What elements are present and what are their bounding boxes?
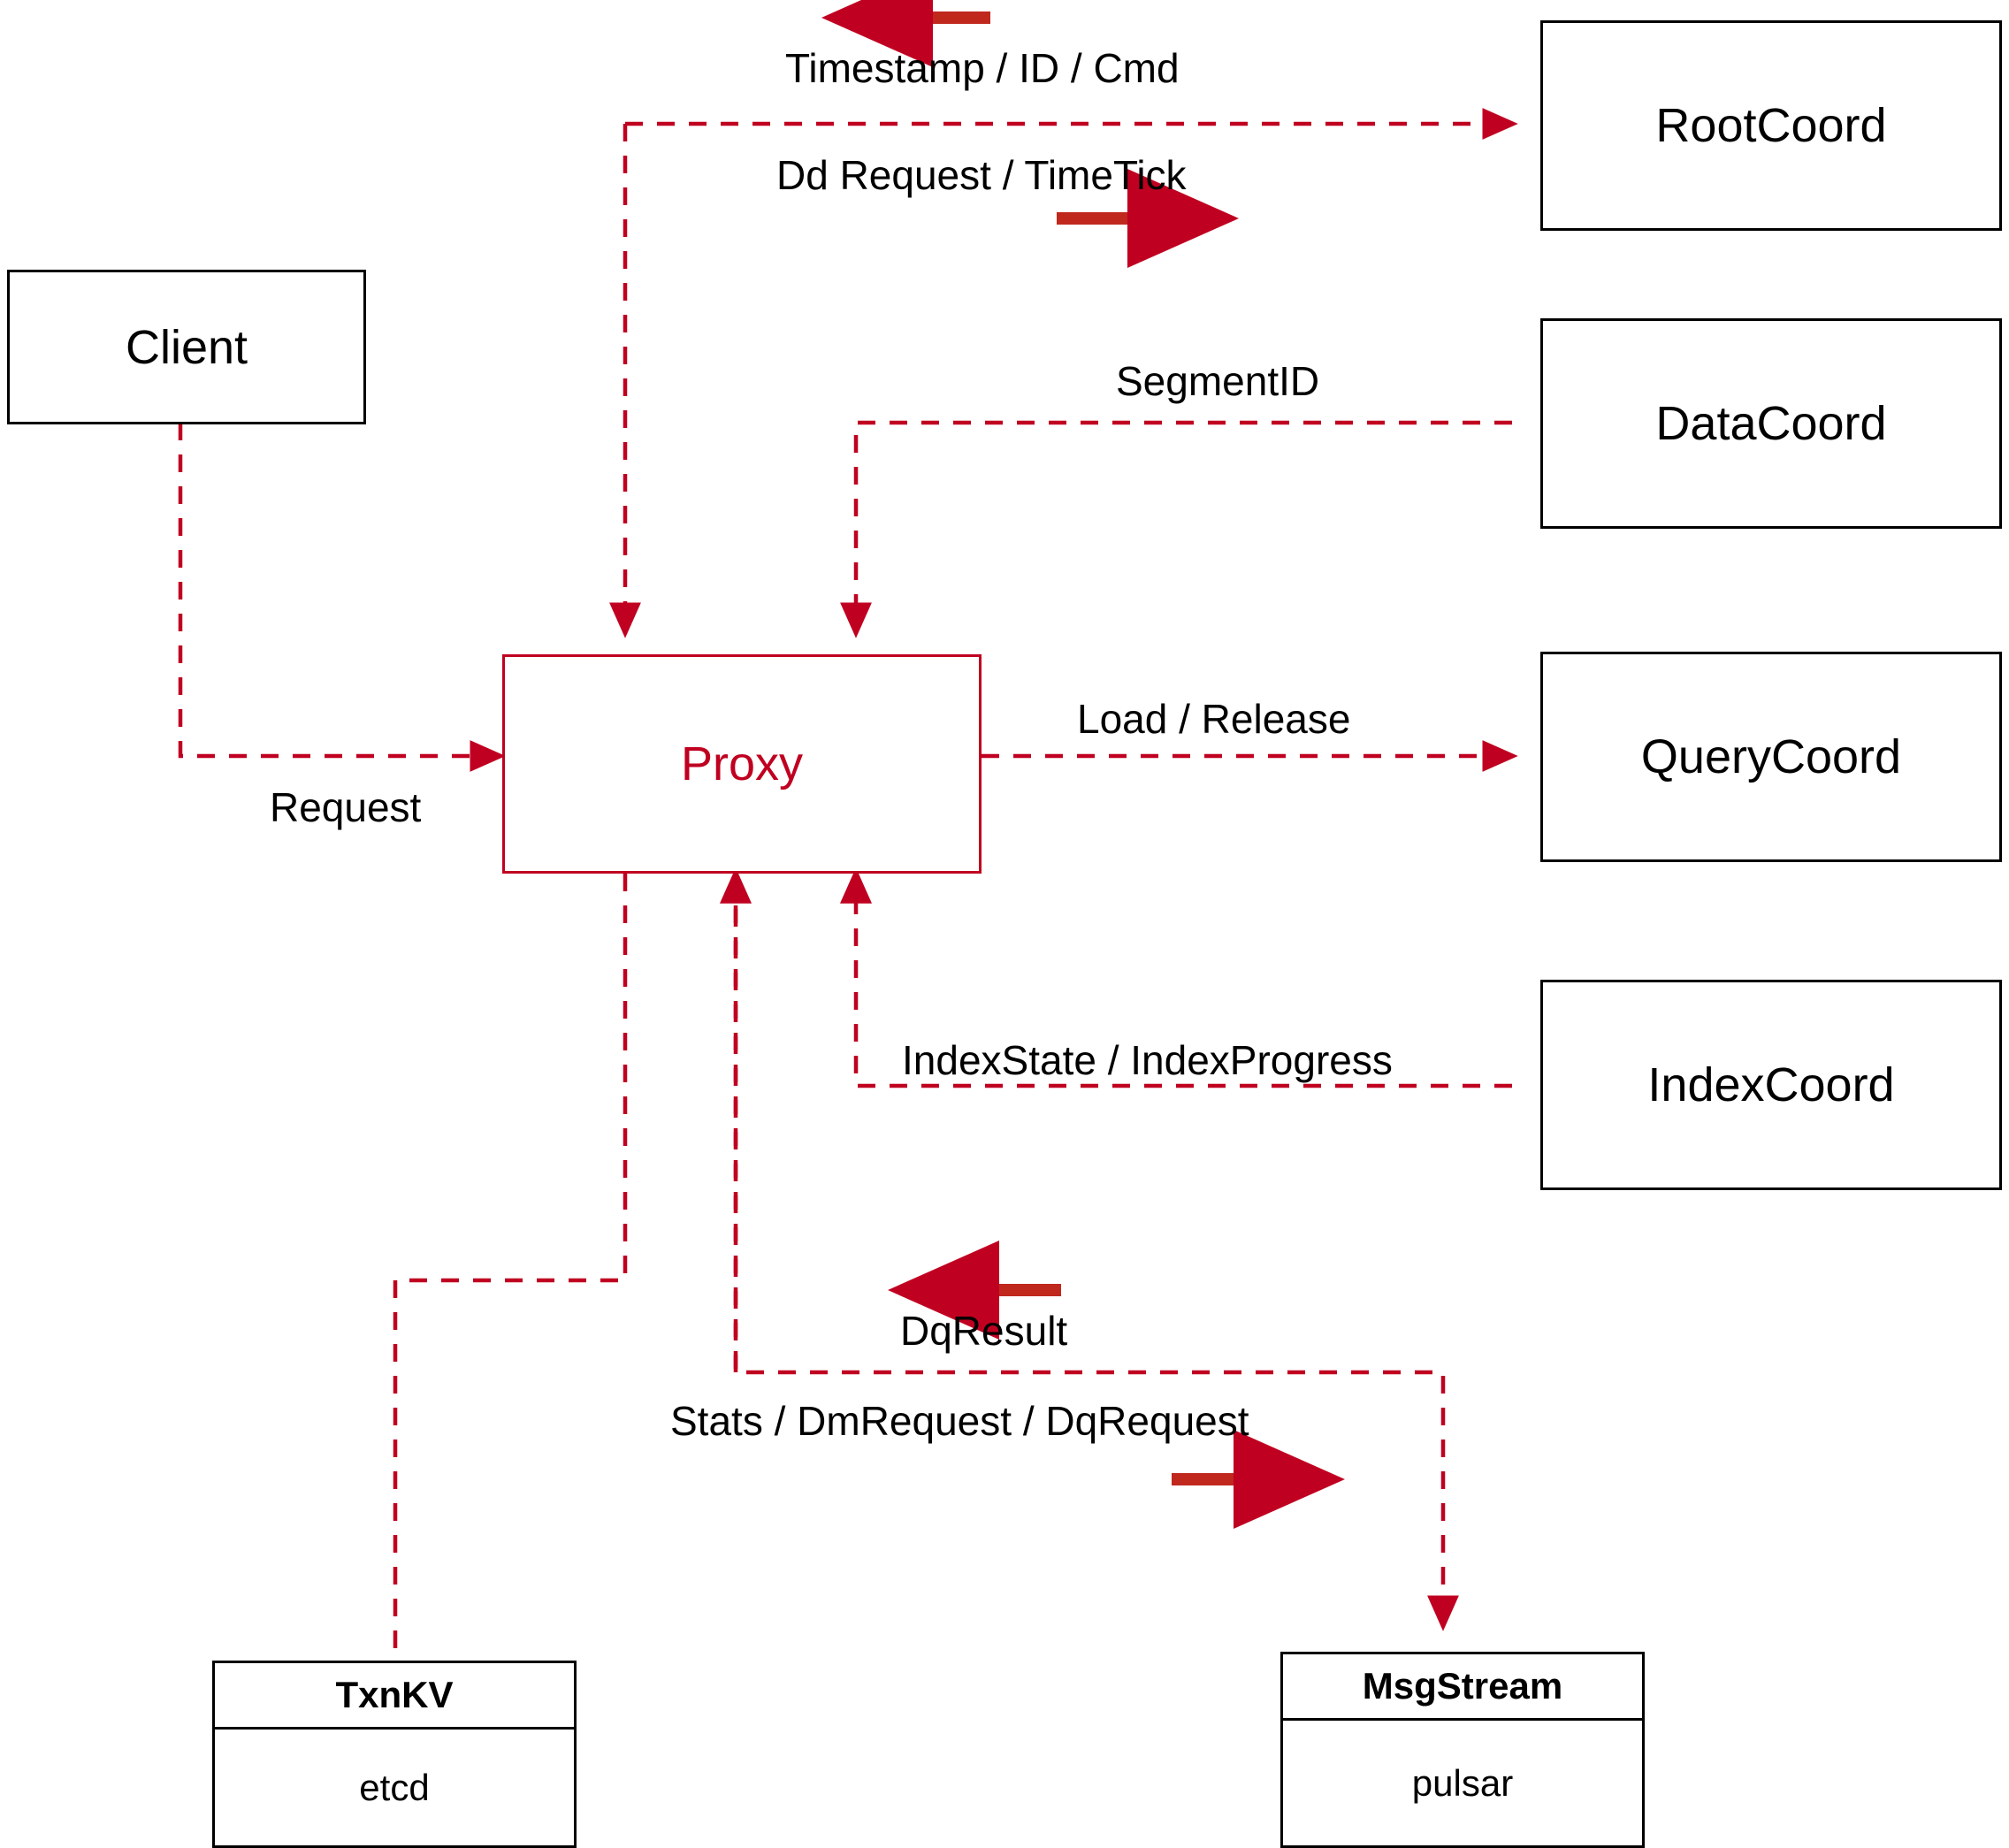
- store-msgstream[interactable]: [1280, 1652, 1645, 1848]
- node-indexcoord-label: IndexCoord: [1647, 1058, 1895, 1111]
- store-msgstream-impl: pulsar: [1411, 1761, 1514, 1804]
- node-datacoord-label: DataCoord: [1655, 397, 1887, 450]
- store-msgstream-title: MsgStream: [1283, 1654, 1642, 1721]
- node-rootcoord-label: RootCoord: [1655, 99, 1887, 152]
- edge-label-indexstate-indexprogress: IndexState / IndexProgress: [902, 1037, 1393, 1083]
- node-proxy[interactable]: [502, 654, 982, 874]
- node-client-label: Client: [125, 320, 248, 374]
- node-proxy-label: Proxy: [680, 737, 804, 790]
- edge-datacoord-to-proxy: [856, 423, 1512, 632]
- node-querycoord[interactable]: [1540, 652, 2002, 862]
- edge-label-dqresult: DqResult: [900, 1308, 1068, 1354]
- edge-label-dd-request-timetick: Dd Request / TimeTick: [776, 152, 1187, 198]
- edge-label-load-release: Load / Release: [1077, 696, 1351, 742]
- node-datacoord[interactable]: [1540, 318, 2002, 529]
- store-txnkv-title: TxnKV: [215, 1663, 574, 1730]
- edge-label-timestamp-id-cmd: Timestamp / ID / Cmd: [785, 45, 1180, 91]
- node-rootcoord[interactable]: [1540, 20, 2002, 231]
- edge-label-stats-dmrequest-dqrequest: Stats / DmRequest / DqRequest: [670, 1398, 1249, 1444]
- edge-proxy-to-msgstream: [736, 874, 1443, 1625]
- edge-proxy-to-txnkv: [395, 874, 625, 1661]
- node-querycoord-label: QueryCoord: [1640, 730, 1902, 783]
- store-txnkv-impl: etcd: [359, 1766, 430, 1808]
- edge-label-request: Request: [270, 784, 422, 830]
- node-client[interactable]: [7, 270, 366, 424]
- edge-client-to-proxy: [180, 423, 500, 756]
- store-txnkv[interactable]: [212, 1661, 577, 1848]
- node-indexcoord[interactable]: [1540, 980, 2002, 1190]
- edge-label-segmentid: SegmentID: [1116, 358, 1320, 404]
